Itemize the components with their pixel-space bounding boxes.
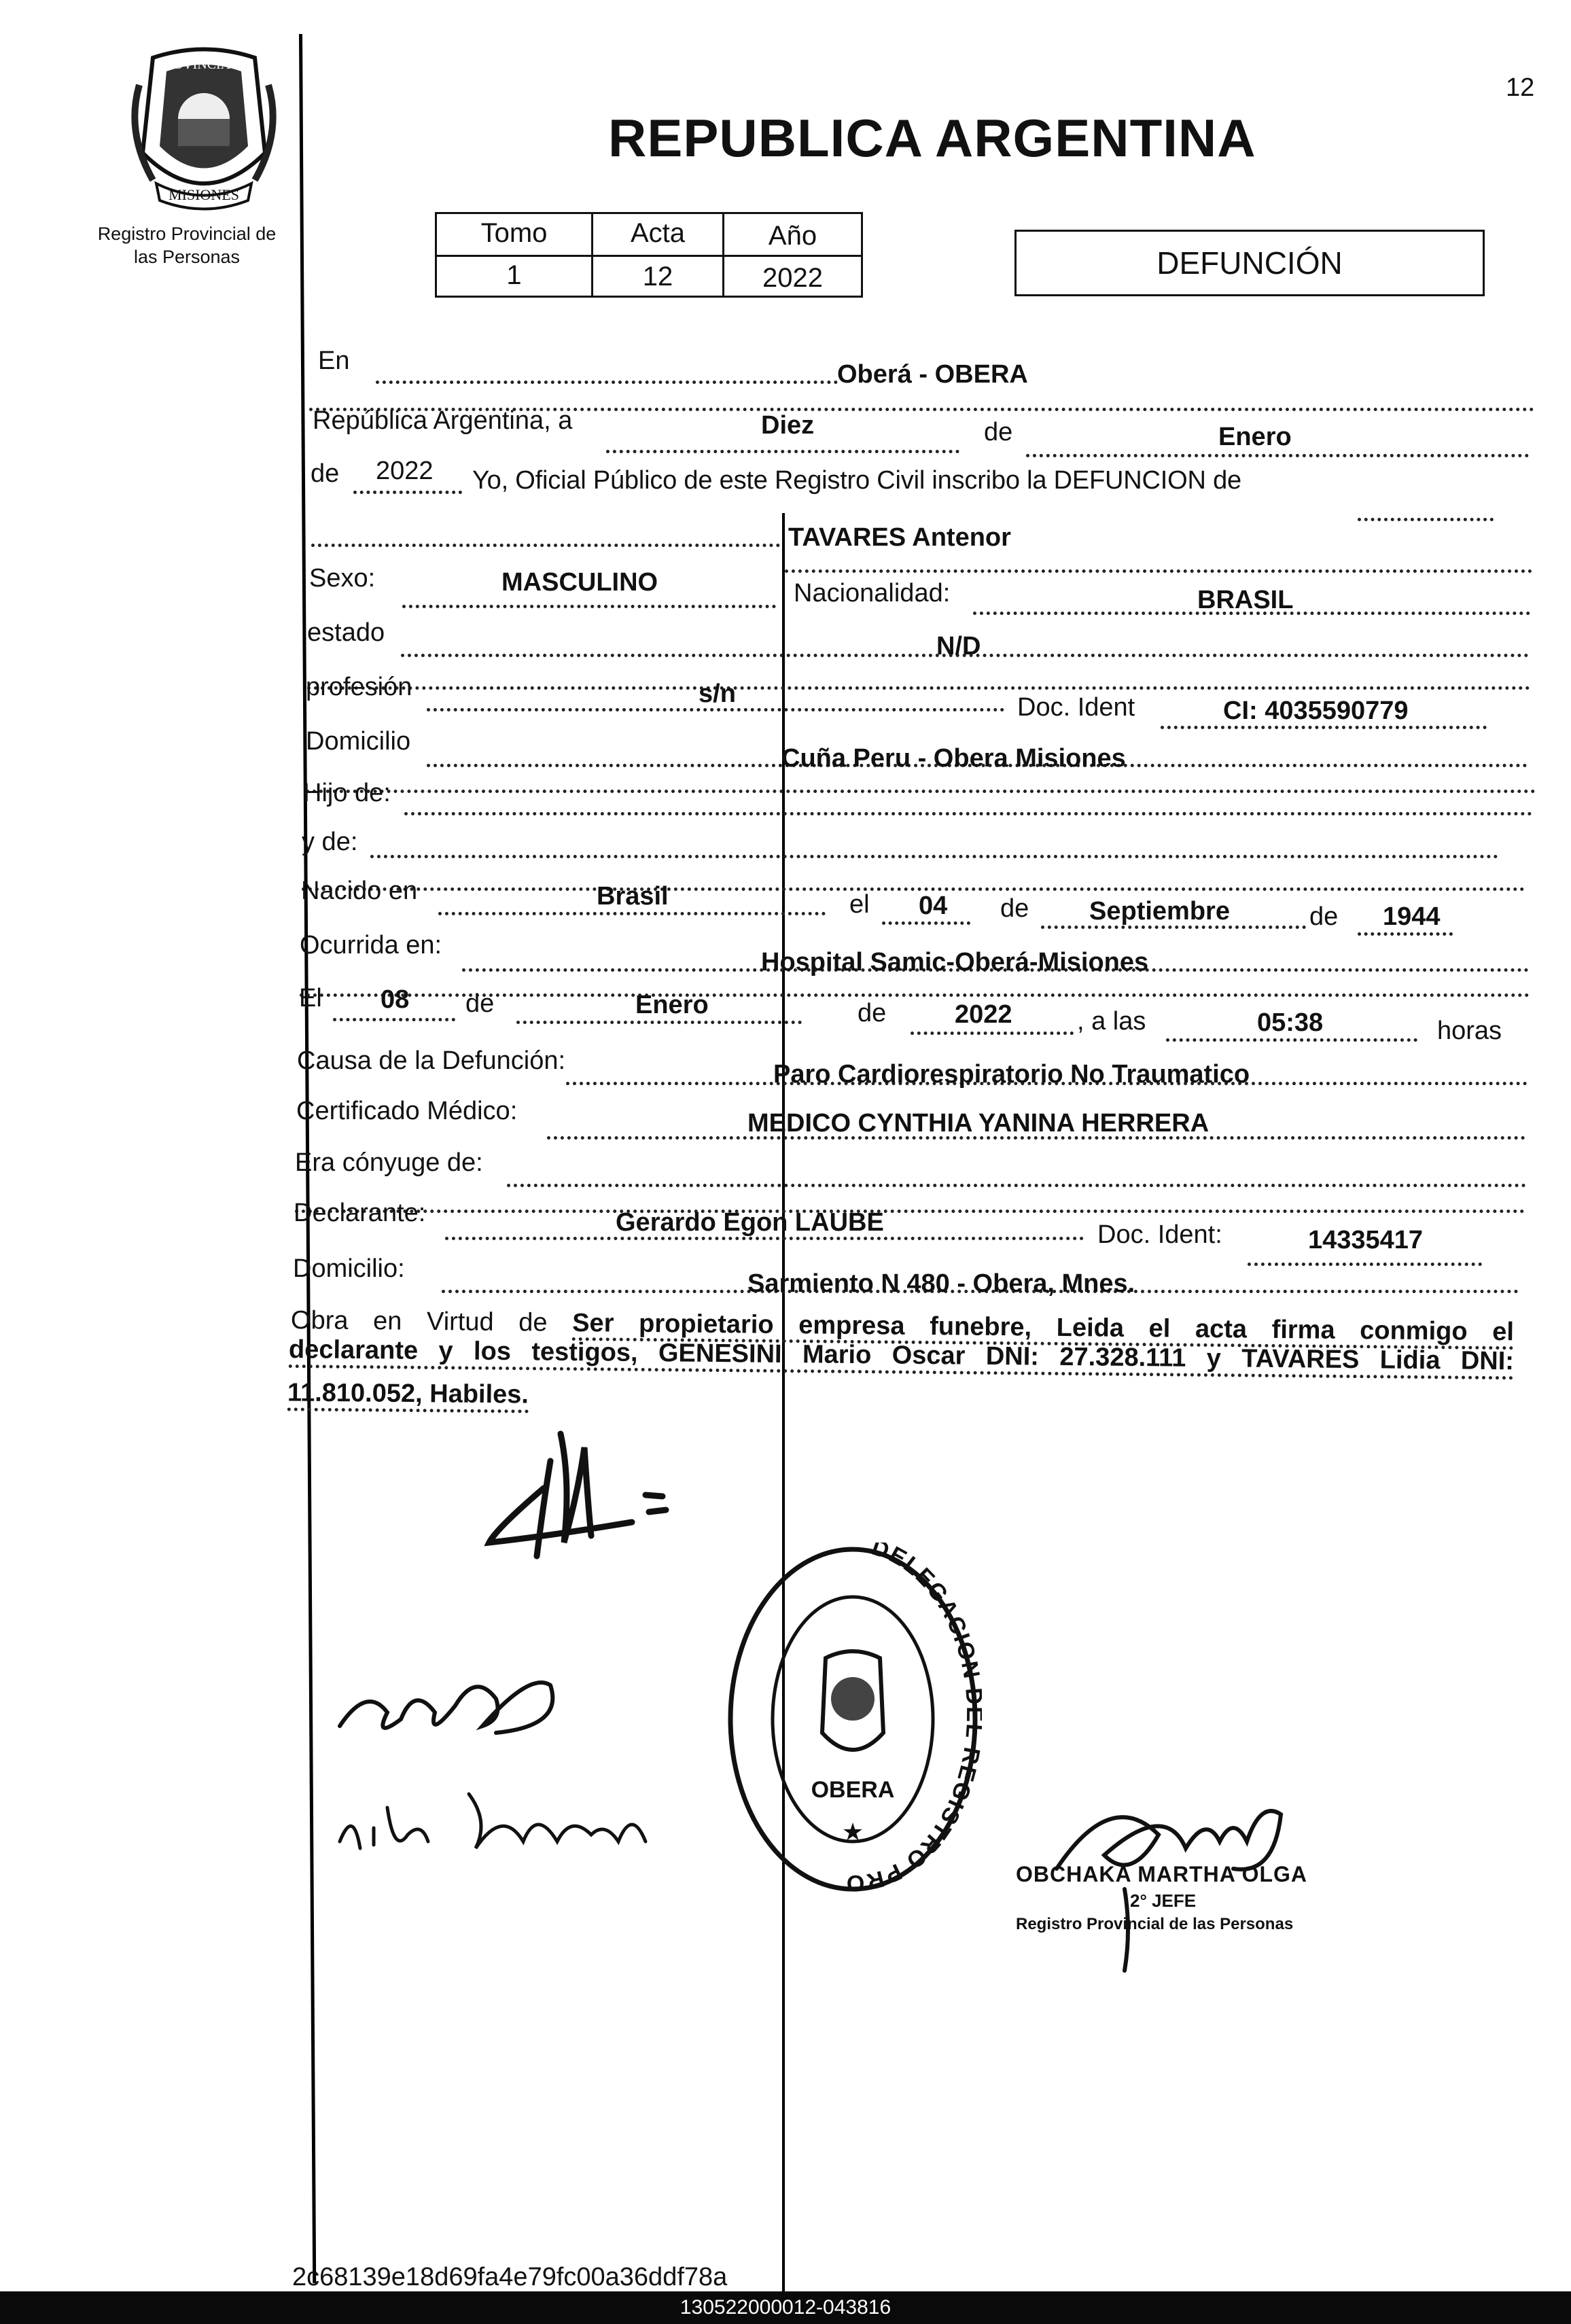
estado-value: N/D <box>936 632 981 661</box>
coat-of-arms <box>126 44 282 214</box>
declarante-label: Declarante: <box>294 1199 426 1227</box>
de-label-1: de <box>984 418 1013 446</box>
domicilio-value: Cuña Peru - Obera Misiones <box>781 744 1126 773</box>
causa-value: Paro Cardiorespiratorio No Traumatico <box>773 1060 1250 1089</box>
month-value: Enero <box>1218 423 1292 451</box>
table-value-acta: 12 <box>642 262 673 292</box>
svg-text:OBERA: OBERA <box>811 1777 895 1803</box>
fecha-month: Enero <box>635 991 709 1019</box>
declarante-doc-label: Doc. Ident: <box>1097 1220 1222 1249</box>
nacido-label: Nacido en <box>301 877 418 905</box>
registry-name: Registro Provincial de las Personas <box>97 224 277 267</box>
official-name: OBCHAKA MARTHA OLGA <box>1016 1862 1308 1886</box>
document-code: 130522000012-043816 <box>679 2296 892 2319</box>
a-las-label: , a las <box>1077 1007 1146 1036</box>
nacido-year: 1944 <box>1383 902 1441 931</box>
profesion-label: profesión <box>306 673 412 701</box>
declarant-signature <box>469 1420 700 1590</box>
certificado-label: Certificado Médico: <box>296 1097 518 1125</box>
fecha-year: 2022 <box>955 1000 1012 1029</box>
domicilio-label: Domicilio <box>306 727 411 756</box>
table-value-ano: 2022 <box>762 263 823 293</box>
el-label: el <box>849 890 870 919</box>
official-stamp <box>724 1543 982 1896</box>
profesion-value: s/n <box>699 680 736 708</box>
nacionalidad-value: BRASIL <box>1197 586 1294 614</box>
obra-line-2: declarante y los testigos, GENESINI Mario Oscar DNI: 27.328.111 y TAVARES Lidia DNI: <box>289 1335 1514 1368</box>
de-label-2: de <box>311 459 340 488</box>
witness-signature-2 <box>333 1767 659 1876</box>
footer-bar <box>0 2291 1571 2324</box>
ocurrida-value: Hospital Samic-Oberá-Misiones <box>761 948 1149 976</box>
certificado-value: MEDICO CYNTHIA YANINA HERRERA <box>747 1109 1210 1138</box>
doc-ident-value: CI: 4035590779 <box>1223 697 1409 725</box>
nacido-place: Brasil <box>597 882 669 911</box>
declarante-doc-value: 14335417 <box>1308 1226 1424 1254</box>
obra-line-1: Obra en Virtud de Ser propietario empresa funebre, Leida el acta firma conmigo el <box>291 1306 1514 1335</box>
domicilio-declarante-value: Sarmiento N 480 - Obera, Mnes. <box>747 1269 1135 1298</box>
document-hash: 2c68139e18d69fa4e79fc00a36ddf78a <box>292 2263 728 2291</box>
witness-signature-1 <box>326 1644 571 1767</box>
record-type: DEFUNCIÓN <box>1157 245 1343 281</box>
table-value-tomo: 1 <box>506 260 522 290</box>
estado-label: estado <box>307 618 385 647</box>
nacido-month: Septiembre <box>1089 897 1230 926</box>
table-header-ano: Año <box>768 221 817 251</box>
year-value: 2022 <box>376 457 434 485</box>
table-header-tomo: Tomo <box>480 218 548 248</box>
svg-text:PROVINCIA DE: PROVINCIA DE <box>156 57 251 72</box>
de-label-5: de <box>465 989 495 1018</box>
record-table <box>435 212 863 298</box>
table-header-acta: Acta <box>630 218 686 248</box>
svg-text:★: ★ <box>841 1818 864 1846</box>
hijo-de-label: Hijo de: <box>303 779 391 807</box>
nacionalidad-label: Nacionalidad: <box>794 579 951 608</box>
fold-line <box>782 513 785 2321</box>
y-de-label: y de: <box>302 828 358 856</box>
de-label-4: de <box>1309 902 1339 931</box>
doc-ident-label: Doc. Ident <box>1017 693 1135 722</box>
ocurrida-label: Ocurrida en: <box>300 931 442 959</box>
fecha-day: 08 <box>381 985 410 1014</box>
de-label-6: de <box>858 999 887 1027</box>
official-role: 2° JEFE <box>1130 1890 1197 1911</box>
deceased-name: TAVARES Antenor <box>788 523 1011 552</box>
conyuge-label: Era cónyuge de: <box>295 1148 483 1177</box>
page-number: 12 <box>1506 73 1535 102</box>
nacido-day: 04 <box>919 892 948 920</box>
republica-label: República Argentina, a <box>313 406 573 435</box>
de-label-3: de <box>1000 894 1029 923</box>
svg-text:DELEGACION DEL REGISTRO PROVIN: DELEGACIO EGISTRO PRO <box>845 1543 981 1896</box>
obra-line-3: 11.810.052, Habiles. <box>287 1379 529 1412</box>
day-value: Diez <box>761 411 815 440</box>
en-label: En <box>318 347 350 375</box>
inscription-text: Yo, Oficial Público de este Registro Civil inscribo la DEFUNCION de <box>472 466 1241 495</box>
record-type-box <box>1014 230 1485 296</box>
causa-label: Causa de la Defunción: <box>297 1046 566 1075</box>
el-label-2: El <box>299 984 322 1013</box>
svg-text:MISIONES: MISIONES <box>169 186 239 203</box>
domicilio-declarante-label: Domicilio: <box>293 1254 405 1283</box>
declarante-value: Gerardo Egon LAUBE <box>616 1208 884 1237</box>
sexo-label: Sexo: <box>309 564 376 593</box>
official-office: Registro Provincial de las Personas <box>1016 1915 1294 1933</box>
fecha-time: 05:38 <box>1257 1008 1324 1037</box>
page-title: REPUBLICA ARGENTINA <box>608 108 1256 168</box>
horas-label: horas <box>1437 1017 1502 1045</box>
place-value: Oberá - OBERA <box>837 360 1028 389</box>
sexo-value: MASCULINO <box>501 568 658 597</box>
